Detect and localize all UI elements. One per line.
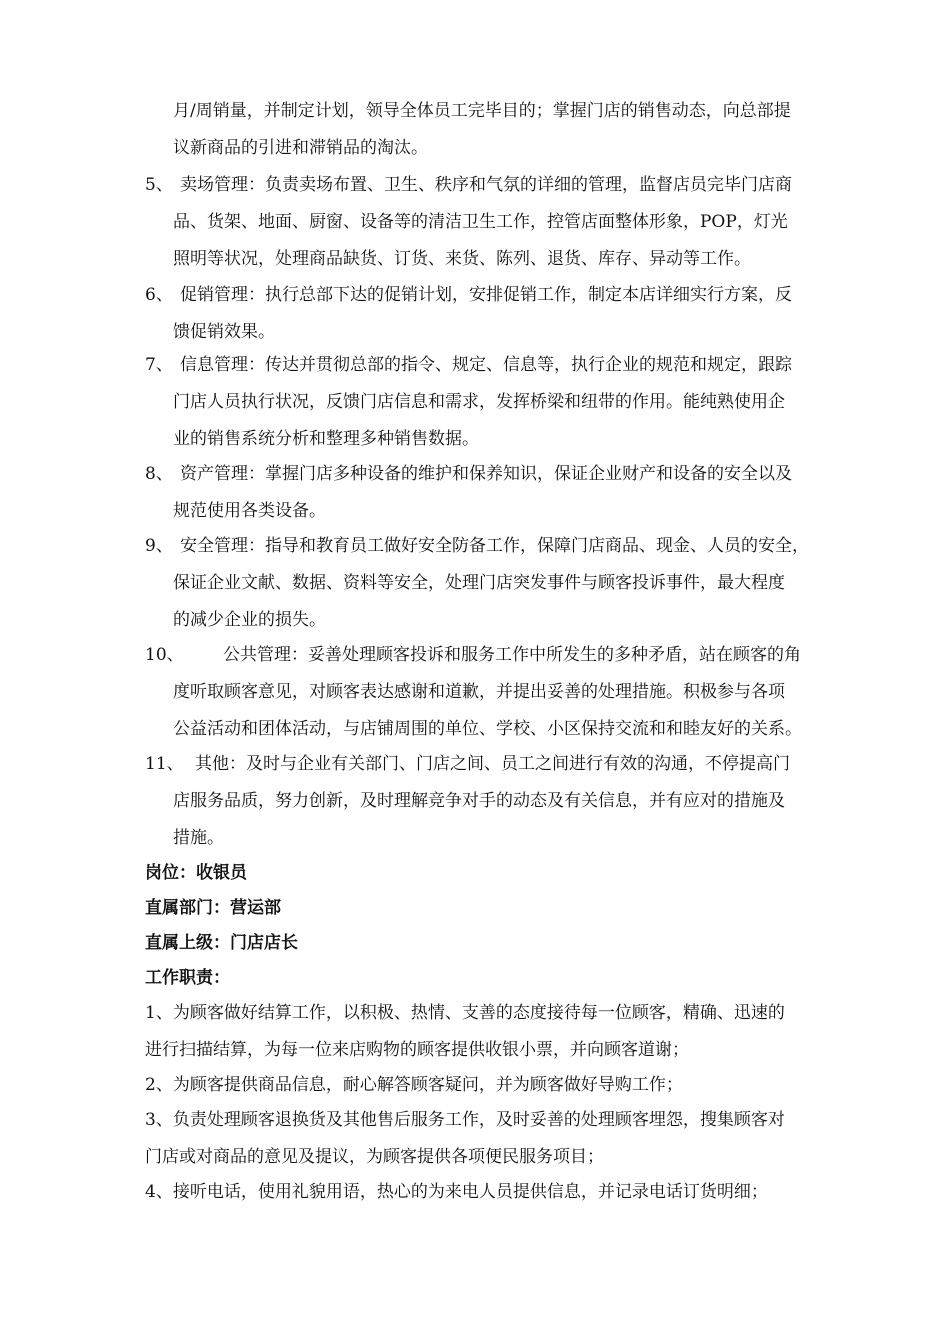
duties-heading: 工作职责：	[145, 968, 230, 988]
department-label: 直属部门：营运部	[145, 898, 281, 918]
item-7-line-2: 门店人员执行状况，反馈门店信息和需求，发挥桥梁和纽带的作用。能纯熟使用企	[173, 392, 785, 412]
item-5-line-2: 品、货架、地面、厨窗、设备等的清洁卫生工作，控管店面整体形象，POP，灯光	[173, 212, 788, 232]
item-9-number: 9、	[145, 536, 173, 556]
item-9-line-2: 保证企业文献、数据、资料等安全，处理门店突发事件与顾客投诉事件，最大程度	[173, 573, 785, 593]
item-8-line-1: 资产管理：掌握门店多种设备的维护和保养知识，保证企业财产和设备的安全以及	[180, 464, 792, 484]
item-10-line-2: 度听取顾客意见，对顾客表达感谢和道歉，并提出妥善的处理措施。积极参与各项	[173, 682, 785, 702]
item-11-number: 11、	[145, 754, 184, 774]
item-7-line-1: 信息管理：传达并贯彻总部的指令、规定、信息等，执行企业的规范和规定，跟踪	[180, 355, 792, 375]
intro-line-1: 月/周销量，并制定计划，领导全体员工完毕目的；掌握门店的销售动态，向总部提	[173, 101, 791, 121]
post-title: 岗位：收银员	[145, 863, 247, 883]
item-11-line-3: 措施。	[173, 828, 224, 848]
duty-2-line-1: 2、为顾客提供商品信息，耐心解答顾客疑问，并为顾客做好导购工作；	[145, 1075, 683, 1095]
item-11-line-1: 其他：及时与企业有关部门、门店之间、员工之间进行有效的沟通，不停提高门	[195, 754, 790, 774]
intro-line-2: 议新商品的引进和滞销品的淘汰。	[173, 138, 428, 158]
superior-label: 直属上级：门店店长	[145, 933, 298, 953]
item-6-line-1: 促销管理：执行总部下达的促销计划，安排促销工作，制定本店详细实行方案，反	[180, 285, 792, 305]
duty-4-line-1: 4、接听电话，使用礼貌用语，热心的为来电人员提供信息，并记录电话订货明细；	[145, 1182, 768, 1202]
item-5-number: 5、	[145, 175, 173, 195]
item-10-line-1: 公共管理：妥善处理顾客投诉和服务工作中所发生的多种矛盾，站在顾客的角	[223, 645, 801, 665]
duty-1-line-1: 1、为顾客做好结算工作，以积极、热情、支善的态度接待每一位顾客，精确、迅速的	[145, 1003, 785, 1023]
item-5-line-3: 照明等状况，处理商品缺货、订货、来货、陈列、退货、库存、异动等工作。	[173, 249, 751, 269]
item-5-line-1: 卖场管理：负责卖场布置、卫生、秩序和气氛的详细的管理，监督店员完毕门店商	[180, 175, 792, 195]
item-6-number: 6、	[145, 285, 173, 305]
item-7-line-3: 业的销售系统分析和整理多种销售数据。	[173, 429, 479, 449]
item-7-number: 7、	[145, 355, 173, 375]
duty-3-line-1: 3、负责处理顾客退换货及其他售后服务工作，及时妥善的处理顾客埋怨，搜集顾客对	[145, 1110, 785, 1130]
item-8-line-2: 规范使用各类设备。	[173, 501, 326, 521]
item-9-line-3: 的减少企业的损失。	[173, 610, 326, 630]
item-10-line-3: 公益活动和团体活动，与店铺周围的单位、学校、小区保持交流和和睦友好的关系。	[173, 719, 802, 739]
item-9-line-1: 安全管理：指导和教育员工做好安全防备工作，保障门店商品、现金、人员的安全，	[180, 536, 809, 556]
item-11-line-2: 店服务品质，努力创新，及时理解竞争对手的动态及有关信息，并有应对的措施及	[173, 791, 785, 811]
item-6-line-2: 馈促销效果。	[173, 322, 275, 342]
item-8-number: 8、	[145, 464, 173, 484]
duty-3-line-2: 门店或对商品的意见及提议，为顾客提供各项便民服务项目；	[145, 1147, 604, 1167]
item-10-number: 10、	[145, 645, 184, 665]
duty-1-line-2: 进行扫描结算，为每一位来店购物的顾客提供收银小票，并向顾客道谢；	[145, 1040, 689, 1060]
